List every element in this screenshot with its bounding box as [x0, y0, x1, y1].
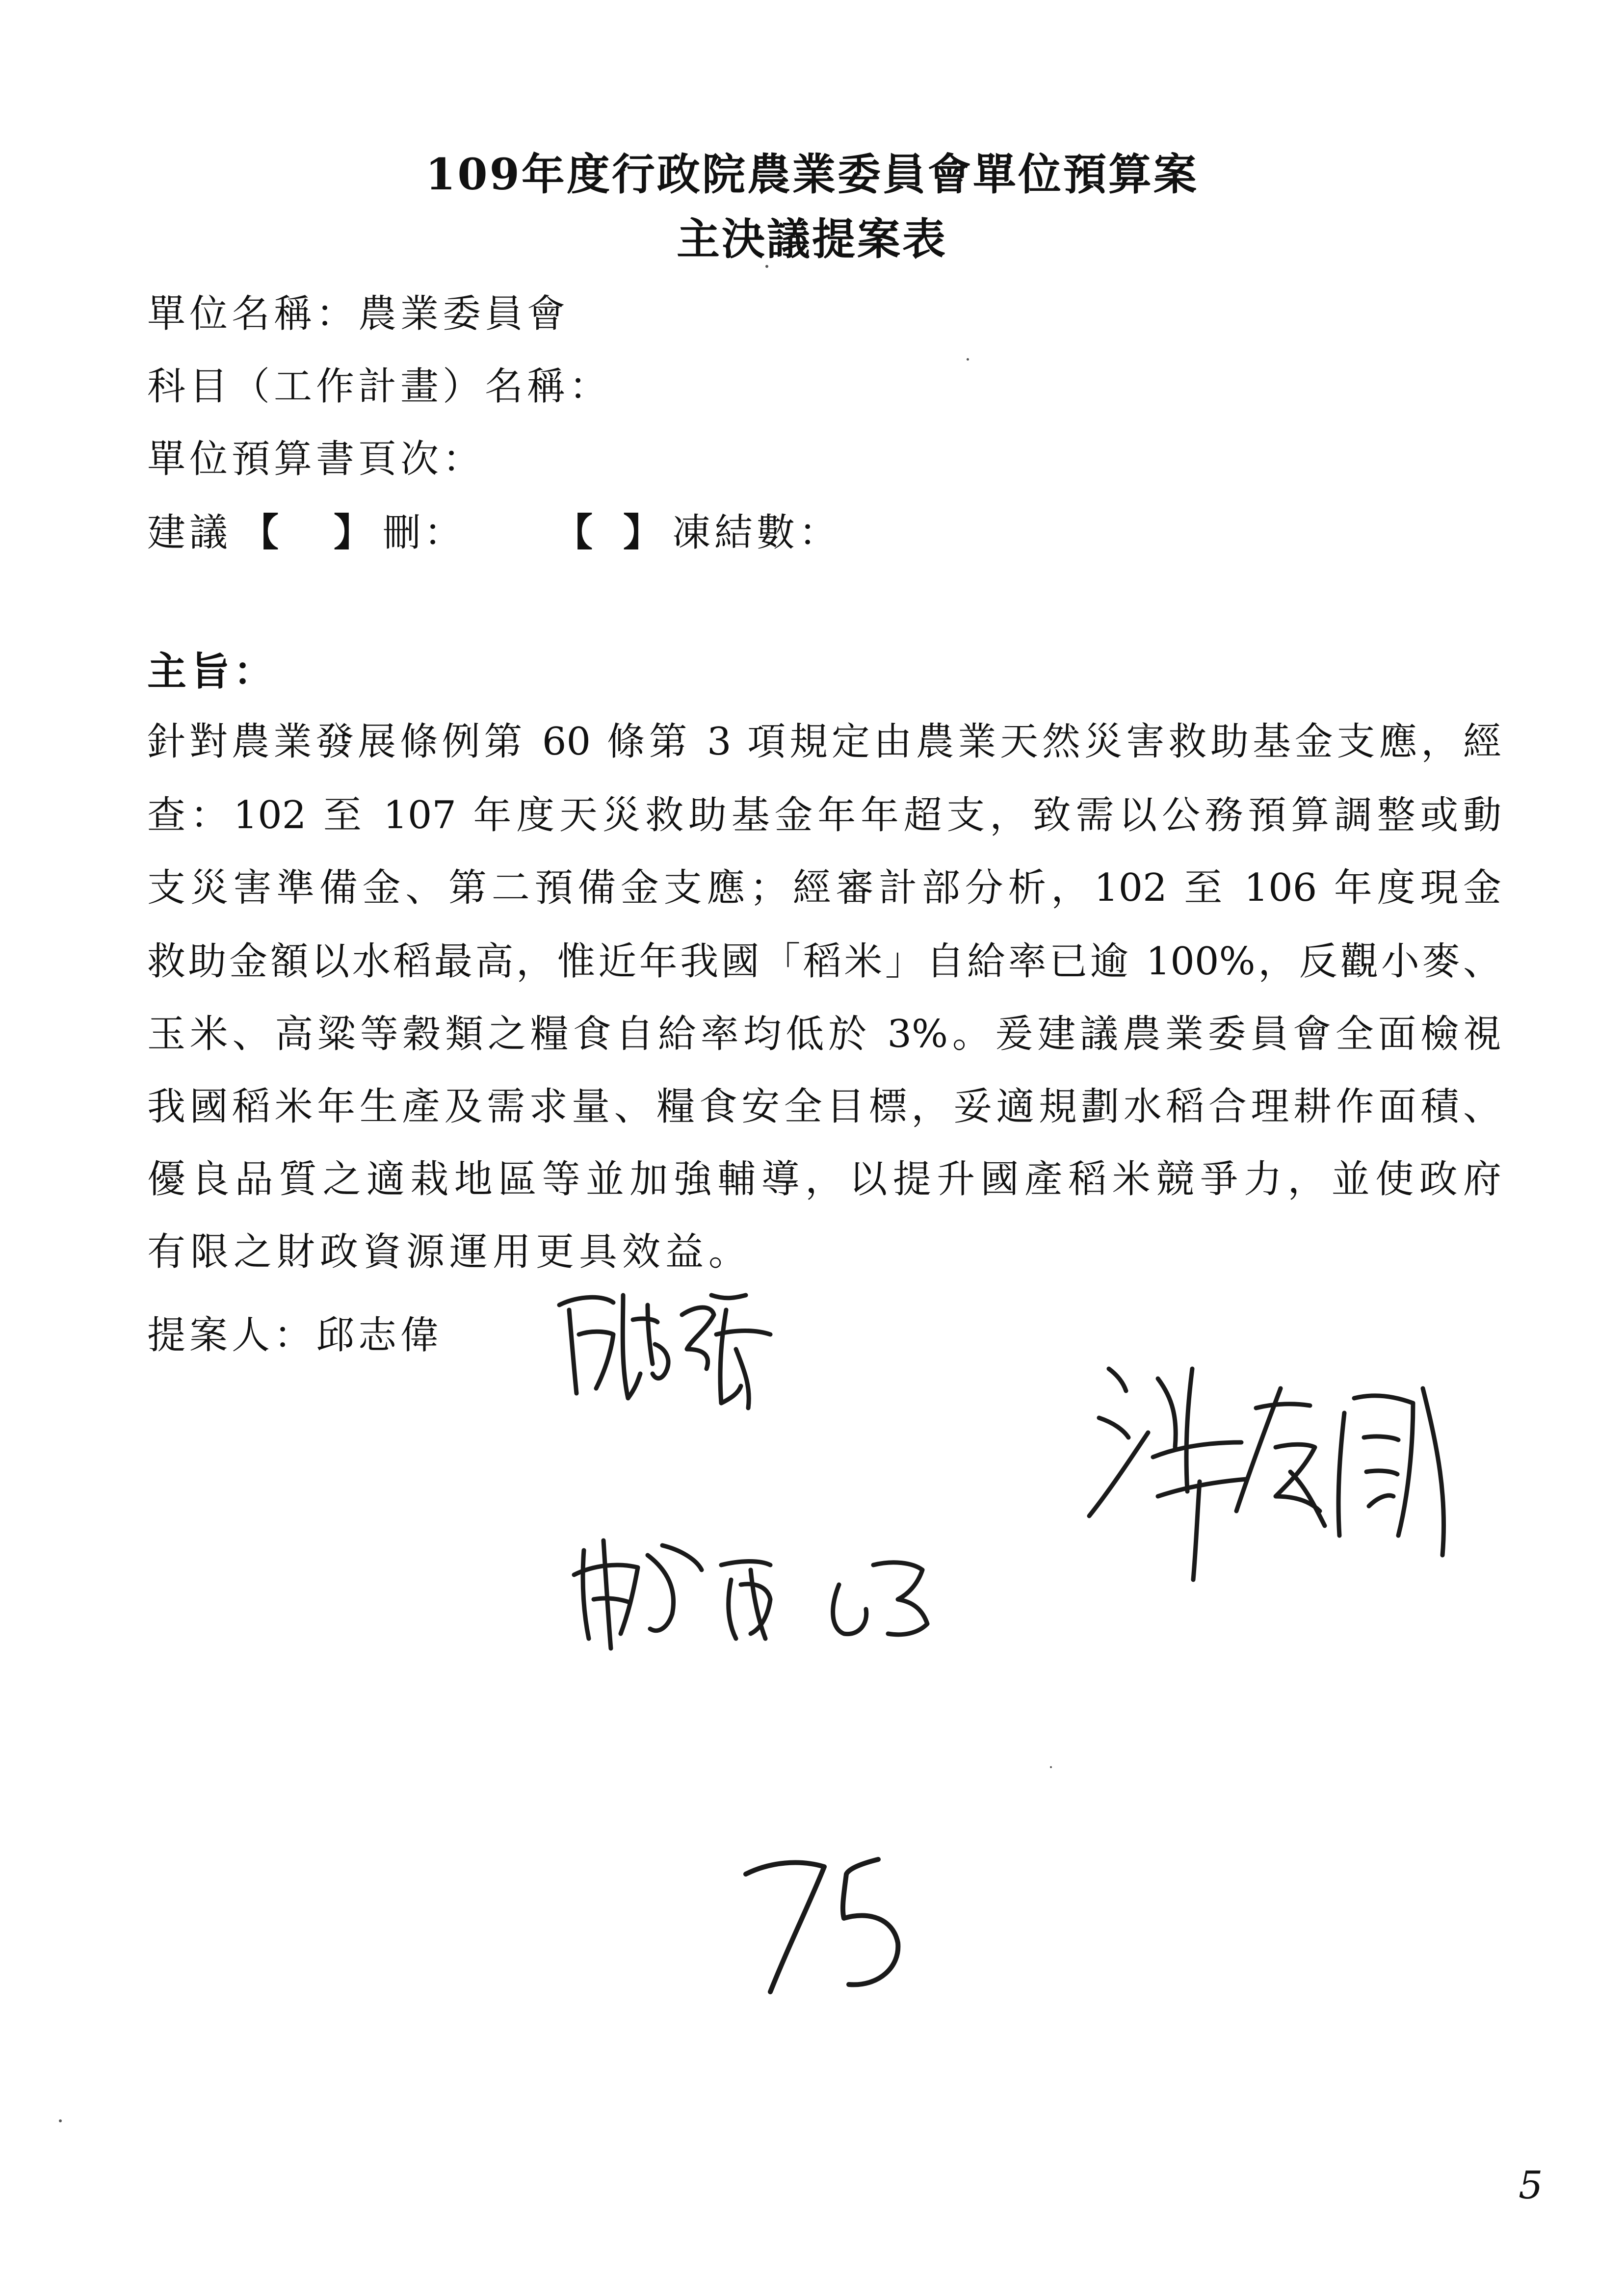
freeze-bracket-close: 】	[623, 510, 662, 555]
body-line: 有限之財政資源運用更具效益。	[147, 1230, 752, 1274]
subject-heading: 主旨：	[147, 648, 277, 694]
body-line: 我國稻米年生產及需求量、糧食安全目標，妥適規劃水稻合理耕作面積、	[147, 1085, 1501, 1129]
scan-speck	[1050, 1766, 1052, 1768]
delete-bracket-open: 【	[240, 510, 279, 555]
scan-speck	[967, 358, 969, 361]
unit-name-field: 單位名稱：農業委員會	[147, 292, 570, 336]
suggestion-row	[147, 508, 1521, 562]
signature-3	[564, 1511, 942, 1658]
page-number: 5	[1519, 2164, 1543, 2208]
delete-bracket-close: 】	[334, 510, 372, 555]
scan-speck	[765, 265, 768, 268]
proposer-label: 提案人：邱志偉	[147, 1313, 443, 1357]
body-line: 支災害準備金、第二預備金支應；經審計部分析，102 至 106 年度現金	[147, 866, 1501, 910]
budget-page-field: 單位預算書頁次：	[147, 437, 485, 481]
body-line: 查：102 至 107 年度天災救助基金年年超支，致需以公務預算調整或動	[147, 793, 1501, 837]
body-line: 救助金額以水稻最高，惟近年我國「稻米」自給率已逾 100%，反觀小麥、	[147, 939, 1501, 984]
freeze-amount-label: 凍結數：	[672, 511, 841, 555]
scan-speck	[59, 2119, 62, 2122]
body-line: 優良品質之適栽地區等並加強輔導，以提升國產稻米競爭力，並使政府	[147, 1157, 1501, 1201]
suggest-label: 建議	[147, 511, 232, 555]
document-subtitle: 主決議提案表	[676, 213, 947, 264]
body-line: 玉米、高粱等穀類之糧食自給率均低於 3%。爰建議農業委員會全面檢視	[147, 1012, 1501, 1056]
signature-2	[1079, 1349, 1462, 1604]
delete-label: 刪：	[383, 511, 466, 555]
freeze-bracket-open: 【	[554, 510, 593, 555]
document-title: 109年度行政院農業委員會單位預算案	[425, 149, 1199, 200]
signature-1	[550, 1276, 785, 1423]
body-line: 針對農業發展條例第 60 條第 3 項規定由農業天然災害救助基金支應，經	[147, 720, 1501, 764]
subject-name-field: 科目（工作計畫）名稱：	[147, 365, 612, 409]
handwritten-number	[731, 1845, 947, 2002]
